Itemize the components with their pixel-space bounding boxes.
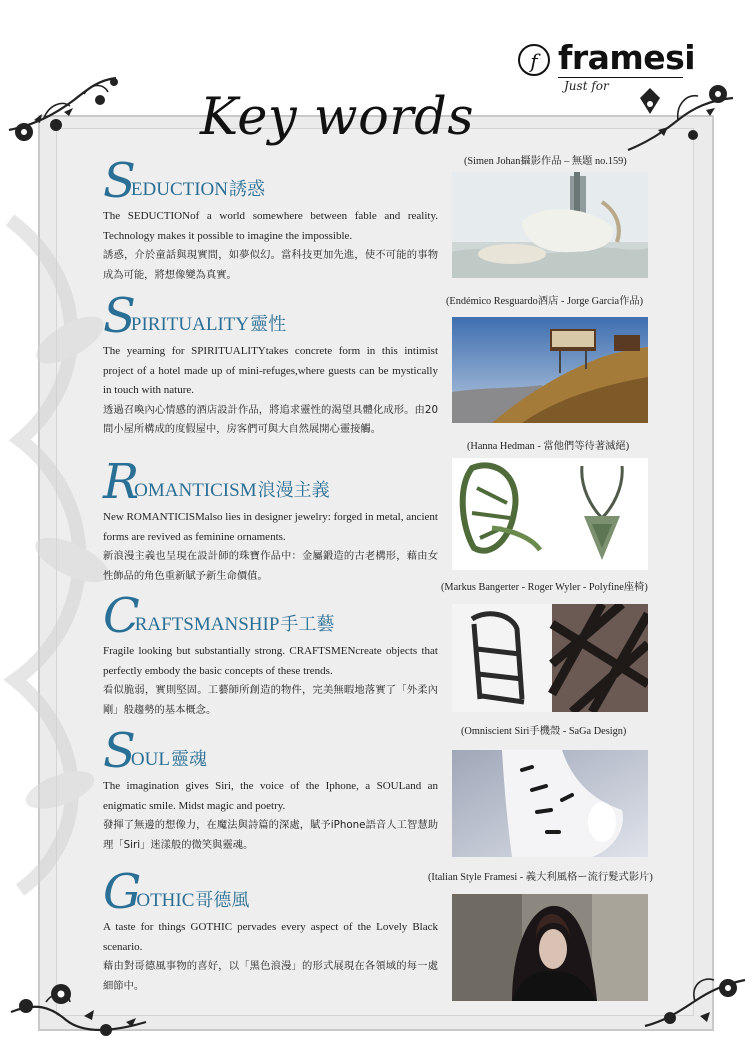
- heading-text: OTHIC: [136, 890, 195, 911]
- logo-tagline: Just for: [564, 79, 609, 93]
- heading-initial: S: [103, 723, 136, 779]
- photo-credit: (Endémico Resguardo酒店 - Jorge Garcia作品): [446, 296, 644, 307]
- framesi-logo: [518, 38, 696, 96]
- section-body-chinese: 誘惑，介於童話與現實間，如夢似幻。當科技更加先進，使不可能的事物成為可能，將想像變為真實。: [103, 249, 438, 281]
- leaf-swirl-icon: [0, 200, 120, 900]
- heading-chinese: 誘惑: [229, 179, 265, 200]
- photo-credit: (Italian Style Framesi - 義大利風格ー流行髮式影片): [428, 872, 653, 883]
- heading-text: EDUCTION: [130, 179, 228, 200]
- section-romanticism: [103, 456, 438, 586]
- section-heading: [103, 866, 438, 918]
- heading-initial: C: [103, 588, 140, 644]
- section-seduction: [103, 155, 438, 285]
- section-heading: [103, 155, 438, 207]
- logo-rule: [558, 77, 683, 78]
- photo-credit: (Omniscient Siri手機殼 - SaGa Design): [461, 726, 627, 737]
- section-body-chinese: 透過召喚內心情感的酒店設計作品，將追求靈性的渴望具體化成形。由20間小屋所構成的度假屋中，房客們可與大自然展開心靈接觸。: [103, 403, 438, 435]
- floral-ornament-icon: [640, 966, 750, 1046]
- section-body-english: New ROMANTICISMalso lies in designer jewelry: forged in metal, ancient forms are revived as feminine ornaments.: [103, 511, 438, 543]
- heading-initial: G: [103, 864, 142, 920]
- section-soul: [103, 725, 438, 855]
- photo-credit: (Simen Johan攝影作品 – 無題 no.159): [464, 156, 627, 167]
- heading-chinese: 靈性: [250, 314, 287, 335]
- heading-chinese: 浪漫主義: [257, 480, 330, 501]
- section-body-english: The yearning for SPIRITUALITYtakes concrete form in this intimist project of a hotel made up of mini-refuges,where guests can be mystically in touch with nature.: [103, 345, 438, 396]
- section-heading: [103, 725, 438, 777]
- heading-initial: S: [103, 288, 136, 344]
- section-body-chinese: 新浪漫主義也呈現在設計師的珠寶作品中：金屬鍛造的古老構形，藉由女性飾品的角色重新賦予新生命價值。: [103, 550, 438, 582]
- heading-chinese: 靈魂: [170, 749, 207, 770]
- heading-text: RAFTSMANSHIP: [134, 614, 280, 635]
- photo-gothic: [452, 894, 648, 1001]
- photo-spirituality: [452, 317, 648, 423]
- section-body-chinese: 看似脆弱，實則堅固。工藝師所創造的物件，完美無暇地落實了「外柔內剛」般趨勢的基本概念。: [103, 684, 438, 716]
- section-body-english: Fragile looking but substantially strong. CRAFTSMENcreate objects that perfectly embody the basic concepts of these trends.: [103, 645, 438, 677]
- section-heading: [103, 590, 438, 642]
- heading-initial: S: [103, 153, 136, 209]
- section-heading: [103, 456, 438, 508]
- photo-credit: (Hanna Hedman - 當他們等待著滅絕): [467, 441, 630, 452]
- photo-credit: (Markus Bangerter - Roger Wyler - Polyfine座椅): [441, 582, 648, 593]
- section-spirituality: [103, 290, 438, 440]
- photo-craftsmanship: [452, 604, 648, 712]
- section-craftsmanship: [103, 590, 438, 720]
- section-body-chinese: 發揮了無邊的想像力，在魔法與詩篇的深處，賦予iPhone語音人工智慧助理「Siri」迷漾般的微笑與靈魂。: [103, 819, 438, 851]
- photo-soul: [452, 750, 648, 857]
- heading-text: OMANTICISM: [134, 480, 257, 501]
- heading-text: PIRITUALITY: [130, 314, 250, 335]
- section-body-english: A taste for things GOTHIC pervades every aspect of the Lovely Black scenario.: [103, 921, 438, 953]
- section-body-english: The imagination gives Siri, the voice of the Iphone, a SOULand an enigmatic smile. Midst magic and poetry.: [103, 780, 438, 812]
- section-body-chinese: 藉由對哥德風事物的喜好，以「黑色浪漫」的形式展現在各領域的每一處細節中。: [103, 960, 438, 992]
- heading-initial: R: [103, 454, 140, 510]
- photo-romanticism: [452, 458, 648, 570]
- section-gothic: [103, 866, 438, 996]
- heading-chinese: 哥德風: [195, 890, 250, 911]
- logo-wordmark: framesi: [558, 38, 696, 77]
- floral-ornament-icon: [4, 70, 124, 150]
- logo-emblem: f: [518, 44, 550, 76]
- heading-text: OUL: [130, 749, 170, 770]
- photo-seduction: [452, 172, 648, 278]
- page-title: Key words: [200, 88, 474, 147]
- heading-chinese: 手工藝: [280, 614, 335, 635]
- section-heading: [103, 290, 438, 342]
- section-body-english: The SEDUCTIONof a world somewhere between fable and reality. Technology makes it possible to imagine the impossible.: [103, 210, 438, 242]
